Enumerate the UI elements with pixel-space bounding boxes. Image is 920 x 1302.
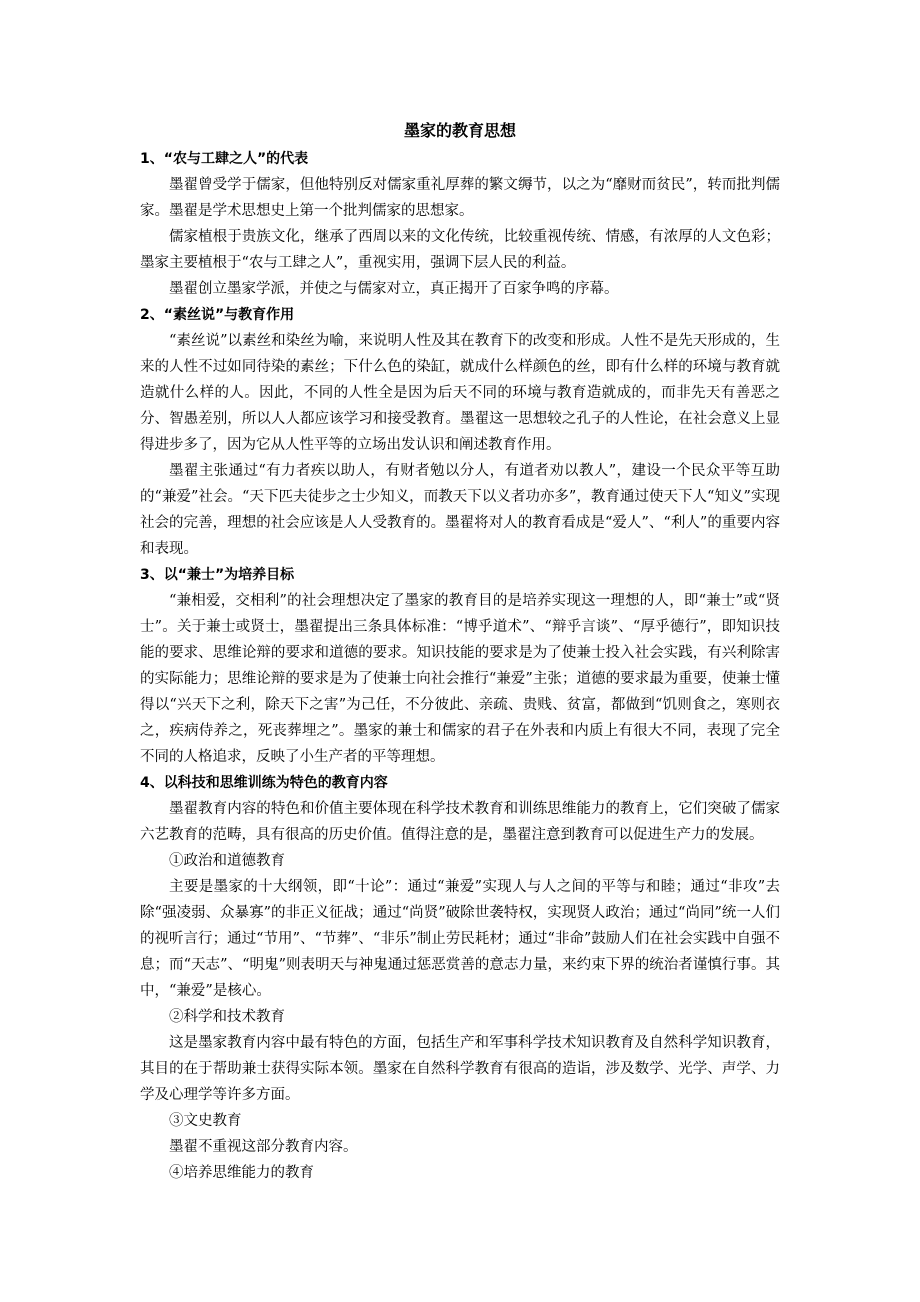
paragraph: 主要是墨家的十大纲领，即“十论”：通过“兼爱”实现人与人之间的平等与和睦；通过“非攻”去除“强凌弱、众暴寡”的非正义征战；通过“尚贤”破除世袭特权，实现贤人政治；通过“尚同”统一人们的视听言行；通过“节用”、“节葬”、“非乐”制止劳民耗材；通过“非命”鼓励人们在社会实践中自强不息；而“天志”、“明鬼”则表明天与神鬼通过惩恶赏善的意志力量，来约束下界的统治者谨慎行事。其中，“兼爱”是核心。	[140, 879, 780, 999]
document-title: 墨家的教育思想	[403, 121, 516, 140]
paragraph: 墨翟教育内容的特色和价值主要体现在科学技术教育和训练思维能力的教育上，它们突破了儒家六艺教育的范畴，具有很高的历史价值。值得注意的是，墨翟注意到教育可以促进生产力的发展。	[140, 801, 780, 843]
section-heading: 3、以“兼士”为培养目标	[140, 567, 295, 583]
paragraph: “兼相爱，交相利”的社会理想决定了墨家的教育目的是培养实现这一理想的人，即“兼士”或“贤士”。关于兼士或贤士，墨翟提出三条具体标准：“博乎道术”、“辩乎言谈”、“厚乎德行”，即知识技能的要求、思维论辩的要求和道德的要求。知识技能的要求是为了使兼士投入社会实践，有兴利除害的实际能力；思维论辩的要求是为了使兼士向社会推行“兼爱”主张；道德的要求最为重要，使兼士懂得以“兴天下之利，除天下之害”为己任，不分彼此、亲疏、贵贱、贫富，都做到“饥则食之，寒则衣之，疾病侍养之，死丧葬埋之”。墨家的兼士和儒家的君子在外表和内质上有很大不同，表现了完全不同的人格追求，反映了小生产者的平等理想。	[140, 593, 780, 765]
paragraph: 墨翟创立墨家学派，并使之与儒家对立，真正揭开了百家争鸣的序幕。	[169, 281, 619, 297]
section-heading: 4、以科技和思维训练为特色的教育内容	[140, 775, 388, 791]
paragraph: 墨翟曾受学于儒家，但他特别反对儒家重礼厚葬的繁文缛节，以之为“靡财而贫民”，转而批判儒家。墨翟是学术思想史上第一个批判儒家的思想家。	[140, 177, 780, 219]
section-3	[140, 562, 780, 770]
subsection-title: ②科学和技术教育	[169, 1009, 285, 1025]
section-2	[140, 302, 780, 562]
section-heading: 2、“素丝说”与教育作用	[140, 307, 295, 323]
paragraph: 这是墨家教育内容中最有特色的方面，包括生产和军事科学技术知识教育及自然科学知识教育，其目的在于帮助兼士获得实际本领。墨家在自然科学教育有很高的造诣，涉及数学、光学、声学、力学及心理学等许多方面。	[140, 1035, 780, 1103]
subsection-title: ③文史教育	[169, 1113, 242, 1129]
paragraph: “素丝说”以素丝和染丝为喻，来说明人性及其在教育下的改变和形成。人性不是先天形成的，生来的人性不过如同待染的素丝；下什么色的染缸，就成什么样颜色的丝，即有什么样的环境与教育就造就什么样的人。因此，不同的人性全是因为后天不同的环境与教育造就成的，而非先天有善恶之分、智愚差别，所以人人都应该学习和接受教育。墨翟这一思想较之孔子的人性论，在社会意义上显得进步多了，因为它从人性平等的立场出发认识和阐述教育作用。	[140, 333, 780, 453]
section-heading: 1、“农与工肆之人”的代表	[140, 151, 309, 167]
section-4	[140, 770, 780, 1186]
section-1	[140, 146, 780, 302]
paragraph: 墨翟主张通过“有力者疾以助人，有财者勉以分人，有道者劝以教人”，建设一个民众平等互助的“兼爱”社会。“天下匹夫徒步之士少知义，而教天下以义者功亦多”，教育通过使天下人“知义”实现社会的完善，理想的社会应该是人人受教育的。墨翟将对人的教育看成是“爱人”、“利人”的重要内容和表现。	[140, 463, 780, 557]
paragraph: 墨翟不重视这部分教育内容。	[169, 1139, 358, 1155]
subsection-title: ④培养思维能力的教育	[169, 1165, 314, 1181]
subsection-title: ①政治和道德教育	[169, 853, 285, 869]
paragraph: 儒家植根于贵族文化，继承了西周以来的文化传统，比较重视传统、情感，有浓厚的人文色彩；墨家主要植根于“农与工肆之人”，重视实用，强调下层人民的利益。	[140, 229, 780, 271]
document-page	[140, 118, 780, 1186]
